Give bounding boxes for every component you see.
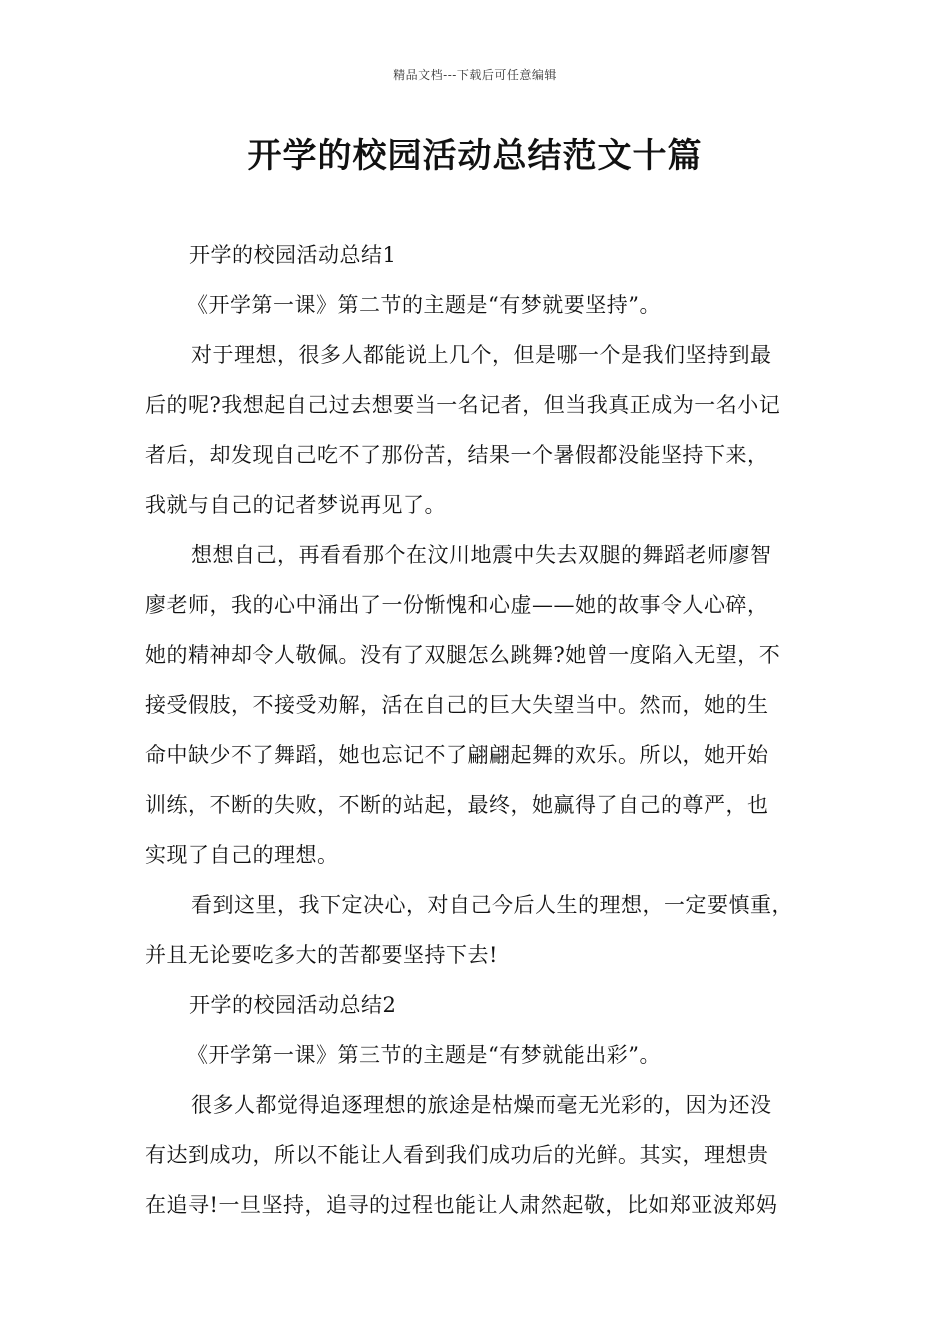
document-title: 开学的校园活动总结范文十篇 [247, 136, 703, 176]
paragraph-line: 实现了自己的理想。 [145, 843, 339, 867]
paragraph-line: 她的精神却令人敬佩。没有了双腿怎么跳舞?她曾一度陷入无望，不 [145, 643, 781, 667]
paragraph-line: 者后，却发现自己吃不了那份苦，结果一个暑假都没能坚持下来， [145, 443, 769, 467]
section-heading-2: 开学的校园活动总结2 [189, 993, 397, 1017]
paragraph-line: 并且无论要吃多大的苦都要坚持下去! [145, 943, 498, 967]
paragraph-line: 在追寻!一旦坚持，追寻的过程也能让人肃然起敬，比如郑亚波郑妈 [145, 1193, 778, 1217]
section-theme-line: 《开学第一课》第三节的主题是“有梦就能出彩”。 [187, 1043, 661, 1067]
paragraph-line: 有达到成功，所以不能让人看到我们成功后的光鲜。其实，理想贵 [145, 1143, 769, 1167]
paragraph-line: 廖老师，我的心中涌出了一份惭愧和心虚——她的故事令人心碎， [145, 593, 769, 617]
paragraph-line: 命中缺少不了舞蹈，她也忘记不了翩翩起舞的欢乐。所以，她开始 [145, 743, 769, 767]
paragraph-line: 我就与自己的记者梦说再见了。 [145, 493, 446, 517]
paragraph-line: 对于理想，很多人都能说上几个，但是哪一个是我们坚持到最 [191, 343, 772, 367]
paragraph-line: 看到这里，我下定决心，对自己今后人生的理想，一定要慎重， [191, 893, 793, 917]
section-theme-line: 《开学第一课》第二节的主题是“有梦就要坚持”。 [187, 293, 661, 317]
paragraph-line: 后的呢?我想起自己过去想要当一名记者，但当我真正成为一名小记 [145, 393, 781, 417]
paragraph-line: 接受假肢，不接受劝解，活在自己的巨大失望当中。然而，她的生 [145, 693, 769, 717]
paragraph-line: 很多人都觉得追逐理想的旅途是枯燥而毫无光彩的，因为还没 [191, 1093, 772, 1117]
header-note: 精品文档---下载后可任意编辑 [393, 68, 557, 82]
section-heading-1: 开学的校园活动总结1 [189, 243, 397, 267]
paragraph-line: 想想自己，再看看那个在汶川地震中失去双腿的舞蹈老师廖智 [191, 543, 772, 567]
document-body [145, 230, 817, 1230]
paragraph-line: 训练，不断的失败，不断的站起，最终，她赢得了自己的尊严，也 [145, 793, 769, 817]
